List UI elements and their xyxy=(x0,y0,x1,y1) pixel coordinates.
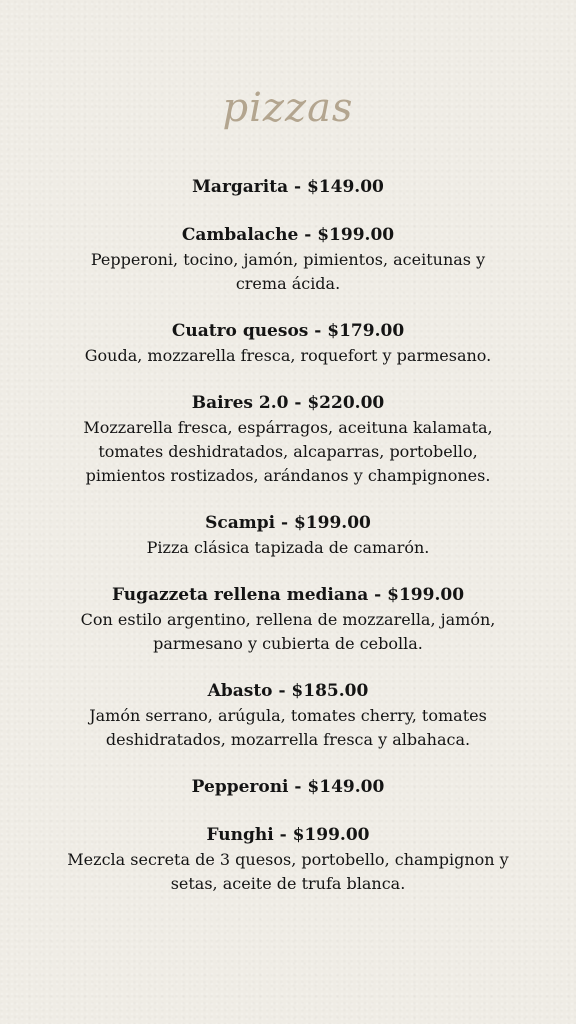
menu-item-name: Cambalache - $199.00 xyxy=(181,225,395,245)
menu-item-description: Gouda, mozzarella fresca, roquefort y parmesano. xyxy=(84,346,492,365)
menu-item-cambalache xyxy=(0,223,576,296)
menu-item-description: Pepperoni, tocino, jamón, pimientos, aceitunas y crema ácida. xyxy=(90,250,486,293)
menu-item-name: Scampi - $199.00 xyxy=(205,513,371,533)
menu-title: pizzas xyxy=(222,85,354,131)
menu-item-fugazzeta xyxy=(0,583,576,656)
menu-item-name: Fugazzeta rellena mediana - $199.00 xyxy=(111,585,465,605)
menu-item-margarita xyxy=(0,175,576,200)
menu-item-description: Jamón serrano, arúgula, tomates cherry, tomates deshidratados, mozarrella fresca y albahaca. xyxy=(89,706,487,749)
menu-item-name: Margarita - $149.00 xyxy=(192,177,384,197)
menu-item-description: Pizza clásica tapizada de camarón. xyxy=(146,538,430,557)
menu-item-pepperoni xyxy=(0,775,576,800)
menu-item-name: Abasto - $185.00 xyxy=(207,681,369,701)
menu-item-name: Funghi - $199.00 xyxy=(206,825,370,845)
menu-item-baires xyxy=(0,391,576,488)
menu-item-name: Baires 2.0 - $220.00 xyxy=(191,393,385,413)
menu-item-cuatro-quesos xyxy=(0,319,576,368)
menu-item-name: Pepperoni - $149.00 xyxy=(191,777,385,797)
menu-item-name: Cuatro quesos - $179.00 xyxy=(171,321,405,341)
menu-items xyxy=(0,175,576,919)
menu-item-funghi xyxy=(0,823,576,896)
menu-item-scampi xyxy=(0,511,576,560)
menu-item-abasto xyxy=(0,679,576,752)
menu-item-description: Mezcla secreta de 3 quesos, portobello, champignon y setas, aceite de trufa blanca. xyxy=(67,850,509,893)
menu-item-description: Mozzarella fresca, espárragos, aceituna kalamata, tomates deshidratados, alcaparras, portobello, pimientos rostizados, arándanos y champignones. xyxy=(83,418,493,485)
menu-item-description: Con estilo argentino, rellena de mozzarella, jamón, parmesano y cubierta de cebolla. xyxy=(80,610,496,653)
